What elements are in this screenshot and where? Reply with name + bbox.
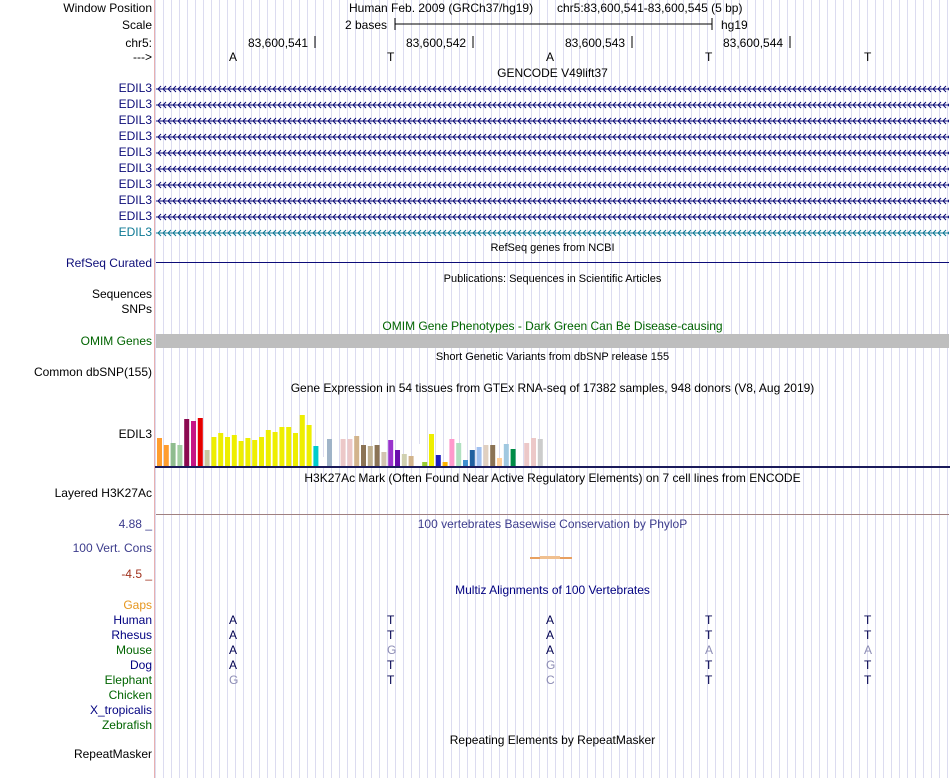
phylop-max-label: 4.88 _ — [118, 517, 152, 531]
multiz-base: T — [387, 658, 395, 672]
gtex-tissue-bar — [395, 450, 400, 466]
dbsnp-track-title[interactable]: Short Genetic Variants from dbSNP release 155 — [435, 351, 670, 363]
repeatmasker-label[interactable]: RepeatMasker — [73, 747, 152, 761]
multiz-species-label[interactable]: Dog — [129, 658, 152, 672]
gtex-track-title[interactable]: Gene Expression in 54 tissues from GTEx RNA-seq of 17382 samples, 948 donors (V8, Aug 2019) — [290, 381, 815, 395]
gencode-track-title[interactable]: GENCODE V49lift37 — [497, 66, 608, 80]
multiz-base: A — [229, 628, 238, 642]
multiz-track-title[interactable]: Multiz Alignments of 100 Vertebrates — [455, 583, 650, 597]
multiz-base: A — [864, 643, 873, 657]
scale-text: 2 bases — [345, 18, 388, 32]
multiz-base: T — [705, 658, 713, 672]
gencode-transcript-line[interactable] — [156, 116, 949, 126]
multiz-base: T — [387, 673, 395, 687]
multiz-base: G — [229, 673, 239, 687]
multiz-species-label[interactable]: Zebrafish — [101, 718, 152, 732]
ref-base: T — [705, 50, 713, 64]
gtex-tissue-bar — [313, 446, 318, 466]
publications-label-sequences[interactable]: Sequences — [91, 287, 152, 301]
gtex-tissue-bar — [422, 462, 427, 466]
gtex-tissue-bar — [279, 427, 284, 466]
multiz-base: A — [229, 658, 238, 672]
multiz-base: T — [705, 673, 713, 687]
gencode-transcript-line[interactable] — [156, 148, 949, 158]
multiz-species-label[interactable]: Chicken — [108, 688, 152, 702]
multiz-species-label[interactable]: Rhesus — [111, 628, 152, 642]
gencode-transcript-label[interactable]: EDIL3 — [118, 225, 152, 239]
multiz-base: T — [387, 613, 395, 627]
repeatmasker-track-title[interactable]: Repeating Elements by RepeatMasker — [449, 733, 656, 747]
phylop-track-title[interactable]: 100 vertebrates Basewise Conservation by PhyloP — [417, 517, 688, 531]
omim-gene-bar[interactable] — [156, 334, 949, 348]
ref-base: A — [229, 50, 238, 64]
gencode-transcript-label[interactable]: EDIL3 — [118, 129, 152, 143]
gtex-tissue-bar — [436, 455, 441, 466]
gtex-tissue-bar — [191, 421, 196, 466]
multiz-species-label[interactable]: Human — [113, 613, 152, 627]
ref-base: T — [864, 50, 872, 64]
gtex-tissue-bar — [443, 462, 448, 466]
gtex-tissue-bar — [252, 440, 257, 466]
gtex-tissue-bar — [286, 427, 291, 466]
multiz-base: T — [705, 628, 713, 642]
gencode-transcript-label[interactable]: EDIL3 — [118, 81, 152, 95]
dbsnp-label[interactable]: Common dbSNP(155) — [33, 365, 152, 379]
gtex-tissue-bar — [415, 444, 420, 466]
gtex-tissue-bar — [341, 439, 346, 466]
multiz-base: A — [546, 643, 555, 657]
scale-label: Scale — [121, 18, 152, 32]
publications-track-title[interactable]: Publications: Sequences in Scientific Articles — [443, 273, 662, 285]
gencode-transcript-line[interactable] — [156, 212, 949, 222]
multiz-base: T — [864, 658, 872, 672]
gtex-tissue-bar — [409, 456, 414, 466]
coord-tick: 83,600,542 — [406, 36, 467, 50]
gtex-tissue-bar — [205, 450, 210, 466]
gencode-transcript-label[interactable]: EDIL3 — [118, 177, 152, 191]
phylop-signal[interactable] — [530, 554, 574, 562]
multiz-base: A — [546, 628, 555, 642]
gencode-transcript-line[interactable] — [156, 84, 949, 94]
gencode-transcript-label[interactable]: EDIL3 — [118, 145, 152, 159]
gtex-tissue-bar — [402, 454, 407, 466]
coord-tick: 83,600,541 — [248, 36, 309, 50]
gencode-transcript-label[interactable]: EDIL3 — [118, 193, 152, 207]
multiz-species-label[interactable]: Elephant — [104, 673, 152, 687]
gtex-tissue-bar — [524, 443, 529, 466]
gtex-tissue-bar — [347, 439, 352, 466]
gtex-tissue-bar — [225, 437, 230, 466]
gtex-tissue-bar — [456, 443, 461, 466]
gencode-transcript-line[interactable] — [156, 228, 949, 238]
gtex-tissue-bar — [177, 445, 182, 466]
ref-base: T — [387, 50, 395, 64]
window-position-label: Window Position — [63, 1, 152, 15]
gtex-tissue-bar — [538, 439, 543, 466]
gtex-tissue-bar — [239, 441, 244, 466]
gtex-tissue-bar — [327, 439, 332, 466]
gtex-tissue-bar — [449, 439, 454, 466]
refseq-label[interactable]: RefSeq Curated — [65, 256, 152, 270]
gtex-tissue-bar — [307, 425, 312, 466]
ref-base: A — [546, 50, 555, 64]
gtex-tissue-bar — [470, 450, 475, 466]
gtex-tissue-bar — [429, 434, 434, 466]
gtex-tissue-bar — [483, 445, 488, 466]
gencode-transcript-line[interactable] — [156, 196, 949, 206]
multiz-species-label[interactable]: X_tropicalis — [89, 703, 152, 717]
gtex-tissue-bar — [368, 446, 373, 466]
strand-label: ---> — [133, 50, 152, 64]
multiz-species-label[interactable]: Mouse — [115, 643, 152, 657]
multiz-base: A — [229, 643, 238, 657]
base-ruler[interactable] — [0, 0, 950, 70]
assembly-title[interactable]: Human Feb. 2009 (GRCh37/hg19) — [349, 1, 534, 15]
gtex-tissue-bar — [245, 438, 250, 466]
gtex-tissue-bar — [157, 438, 162, 466]
multiz-gaps-label[interactable]: Gaps — [123, 598, 152, 612]
gtex-tissue-bar — [211, 437, 216, 466]
gtex-tissue-bar — [497, 458, 502, 466]
multiz-base: C — [546, 673, 555, 687]
multiz-base: A — [705, 643, 714, 657]
gencode-transcript-line[interactable] — [156, 132, 949, 142]
multiz-base: T — [705, 613, 713, 627]
gtex-tissue-bar — [511, 449, 516, 466]
multiz-base: A — [229, 613, 238, 627]
gtex-tissue-bar — [171, 443, 176, 466]
gtex-tissue-bar — [164, 445, 169, 466]
gencode-transcript-label[interactable]: EDIL3 — [118, 97, 152, 111]
gtex-tissue-bar — [477, 447, 482, 466]
gencode-transcript-line[interactable] — [156, 100, 949, 110]
gtex-tissue-bar — [490, 445, 495, 466]
chrom-label: chr5: — [125, 36, 152, 50]
multiz-base: T — [387, 628, 395, 642]
multiz-base: A — [546, 613, 555, 627]
gtex-tissue-bar — [334, 441, 339, 466]
gtex-tissue-bar — [361, 445, 366, 466]
omim-label[interactable]: OMIM Genes — [80, 334, 152, 348]
h3k27ac-track-title[interactable]: H3K27Ac Mark (Often Found Near Active Regulatory Elements) on 7 cell lines from ENCODE — [304, 471, 801, 485]
gtex-tissue-bar — [381, 452, 386, 466]
gtex-tissue-bar — [232, 435, 237, 466]
db-label: hg19 — [721, 18, 748, 32]
gtex-tissue-bar — [300, 415, 305, 466]
gencode-transcript-line[interactable] — [156, 180, 949, 190]
gencode-transcript-line[interactable] — [156, 164, 949, 174]
gtex-tissue-bar — [266, 430, 271, 466]
gtex-tissue-bar — [517, 450, 522, 466]
gtex-tissue-bar — [463, 460, 468, 466]
refseq-track-title[interactable]: RefSeq genes from NCBI — [490, 242, 615, 254]
gtex-tissue-bar — [218, 433, 223, 466]
coord-tick: 83,600,543 — [565, 36, 626, 50]
publications-label-snps[interactable]: SNPs — [121, 302, 152, 316]
omim-track-title[interactable]: OMIM Gene Phenotypes - Dark Green Can Be Disease-causing — [382, 319, 723, 333]
multiz-base: G — [387, 643, 397, 657]
gencode-transcript-label[interactable]: EDIL3 — [118, 209, 152, 223]
gtex-tissue-bar — [320, 457, 325, 466]
gtex-tissue-bar — [273, 432, 278, 466]
gtex-tissue-bar — [531, 438, 536, 466]
coord-tick: 83,600,544 — [723, 36, 784, 50]
position-readout[interactable]: chr5:83,600,541-83,600,545 (5 bp) — [557, 1, 743, 15]
gtex-tissue-bar — [293, 433, 298, 466]
gtex-expression-chart[interactable] — [155, 395, 950, 468]
gtex-label[interactable]: EDIL3 — [118, 427, 152, 441]
gtex-tissue-bar — [198, 418, 203, 466]
multiz-base: T — [864, 628, 872, 642]
gencode-transcript-label[interactable]: EDIL3 — [118, 113, 152, 127]
phylop-min-label: -4.5 _ — [121, 567, 152, 581]
h3k27ac-label[interactable]: Layered H3K27Ac — [54, 486, 152, 500]
multiz-base: G — [546, 658, 556, 672]
gtex-tissue-bar — [184, 419, 189, 466]
gtex-gene-bar — [155, 466, 950, 468]
phylop-label[interactable]: 100 Vert. Cons — [72, 541, 152, 555]
multiz-base: T — [864, 673, 872, 687]
gtex-tissue-bar — [504, 444, 509, 466]
gtex-tissue-bar — [375, 445, 380, 466]
gencode-transcript-label[interactable]: EDIL3 — [118, 161, 152, 175]
gtex-tissue-bar — [259, 437, 264, 466]
gtex-tissue-bar — [388, 440, 393, 466]
h3k27ac-baseline — [156, 514, 949, 515]
refseq-gene-line[interactable] — [156, 262, 949, 263]
multiz-base: T — [864, 613, 872, 627]
gtex-tissue-bar — [354, 436, 359, 466]
